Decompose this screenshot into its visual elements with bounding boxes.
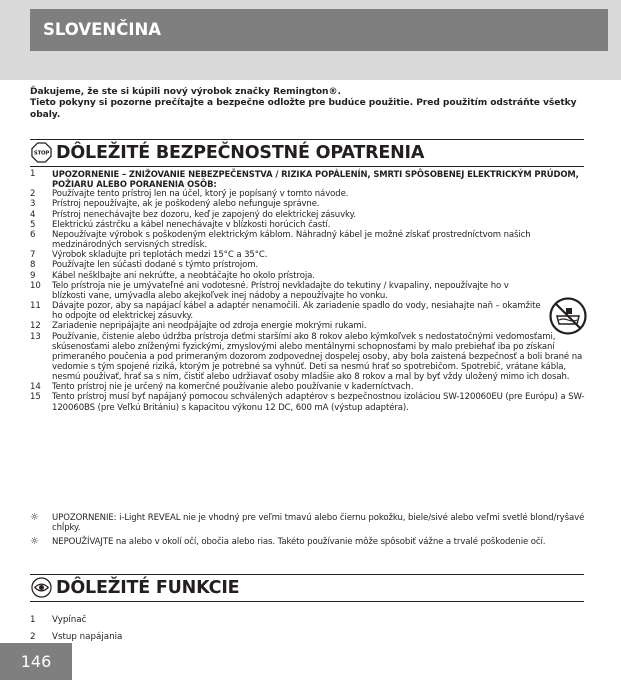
divider: [30, 139, 584, 140]
item-text: Tento prístroj musí byť napájaný pomocou schválených adaptérov s bezpečnostnou izoláciou SW-120060EU (pre Európu) a SW-120060BS (pre Veľkú Britániu) s kapacitou výkonu 12 DC, 600 mA (výstup adaptéra).: [52, 392, 585, 413]
item-text: Používanie, čistenie alebo údržba prístroja deťmi staršími ako 8 rokov alebo kýmkoľvek s nedostatočnými vedomosťami, skúsenosťami alebo zníženými fyzickými, zmyslovými alebo mentálnymi schopnosťami by malo prebiehať iba po získaní primeraného poučenia a pod primeraným dozorom zodpovednej dospelej osoby, aby bola zaistená bezpečnosť a boli brané na vedomie s tým spojené riziká, ktorým je potrebné sa vyhnúť. Deti sa nesmú hrať so spotrebičom. Spotrebič, vrátane kábla, nesmú používať, hrať sa s ním, čistiť alebo udržiavať osoby mladšie ako 8 rokov a mal by byť vždy uložený mimo ich dosah.: [52, 331, 583, 383]
note-text: UPOZORNENIE: i-Light REVEAL nie je vhodný pre veľmi tmavú alebo čiernu pokožku, biele/sivé alebo veľmi svetlé blond/ryšavé chĺpky.: [52, 513, 585, 534]
sun-icon: ☼: [30, 536, 39, 547]
page-number: 146: [0, 643, 72, 680]
list-item: [30, 382, 590, 392]
list-item: [30, 612, 430, 629]
divider: [30, 574, 584, 575]
item-text: Elektrickú zástrčku a kábel nenechávajte v blízkosti horúcich častí.: [52, 219, 331, 230]
list-item: [30, 189, 590, 199]
note-eye-warning: [30, 537, 592, 547]
item-text: Používajte len súčasti dodané s týmto prístrojom.: [52, 260, 259, 271]
item-number: 13: [30, 331, 41, 342]
item-text: Vypínač: [52, 615, 87, 625]
eye-icon: [31, 577, 52, 598]
list-item: [30, 220, 590, 230]
item-text: Vstup napájania: [52, 632, 123, 642]
item-text: Nepoužívajte výrobok s poškodeným elektrickým káblom. Náhradný kábel je možné získať prostredníctvom našich medzinárodných servisných stredísk.: [52, 229, 531, 251]
divider: [30, 601, 584, 602]
note-text: NEPOUŽÍVAJTE na alebo v okolí očí, obočia alebo rias. Takéto používanie môže spôsobiť vážne a trvalé poškodenie očí.: [52, 537, 546, 547]
safety-title-text: DÔLEŽITÉ BEZPEČNOSTNÉ OPATRENIA: [56, 142, 425, 163]
sun-icon: ☼: [30, 512, 39, 523]
language-tab: SLOVENČINA: [30, 9, 608, 51]
list-item: [30, 392, 590, 412]
item-text: Tento prístroj nie je určený na komerčné používanie alebo používanie v kaderníctvach.: [52, 382, 414, 393]
no-water-icon: [548, 296, 588, 336]
item-text: Používajte tento prístroj len na účel, ktorý je popísaný v tomto návode.: [52, 189, 349, 200]
note-skin-warning: [30, 513, 592, 534]
item-text: UPOZORNENIE – ZNIŽOVANIE NEBEZPEČENSTVA / RIZIKA POPÁLENÍN, SMRTI SPÔSOBENEJ ELEKTRICKÝM PRÚDOM, POŽIARU ALEBO PORANENIA OSÔB:: [52, 169, 579, 190]
list-item: [30, 321, 590, 331]
item-text: Telo prístroja nie je umývateľné ani vodotesné. Prístroj nevkladajte do tekutiny / kvapaliny, nepoužívajte ho v blízkosti vane, umývadla alebo akejkoľvek inej nádoby a nepoužívajte ho vonku.: [52, 280, 509, 301]
item-number: 1: [30, 615, 36, 625]
item-number: 12: [30, 321, 41, 332]
list-item: [30, 210, 590, 220]
item-number: 1: [30, 169, 36, 179]
list-item: [30, 629, 430, 646]
item-number: 2: [30, 189, 36, 200]
intro-line-1: Ďakujeme, že ste si kúpili nový výrobok značky Remington®.: [30, 87, 341, 97]
intro-line-2: Tieto pokyny si pozorne prečítajte a bezpečne odložte pre budúce použitie. Pred použitím odstráňte všetky obaly.: [30, 98, 577, 120]
item-number: 2: [30, 632, 36, 642]
safety-section-title: [31, 142, 424, 163]
stop-icon-label: STOP: [33, 150, 50, 157]
list-item: [30, 332, 590, 383]
list-item: [30, 301, 590, 321]
list-item: [30, 281, 590, 301]
list-item: [30, 230, 590, 250]
item-number: 3: [30, 199, 36, 210]
list-item: [30, 271, 590, 281]
features-section-title: [31, 577, 239, 598]
item-number: 9: [30, 270, 36, 281]
item-text: Výrobok skladujte pri teplotách medzi 15°C a 35°C.: [52, 250, 268, 261]
item-number: 15: [30, 392, 41, 403]
item-number: 7: [30, 250, 36, 261]
list-item: [30, 199, 590, 209]
item-text: Dávajte pozor, aby sa napájací kábel a adaptér nenamočili. Ak zariadenie spadlo do vody, nesiahajte naň – okamžite ho odpojte od elektrickej zásuvky.: [52, 301, 541, 322]
list-item: [30, 250, 590, 260]
item-text: Prístroj nepoužívajte, ak je poškodený alebo nefunguje správne.: [52, 199, 320, 210]
item-number: 10: [30, 280, 41, 291]
safety-list: [30, 169, 590, 413]
item-text: Zariadenie nepripájajte ani neodpájajte od zdroja energie mokrými rukami.: [52, 321, 367, 332]
item-number: 4: [30, 209, 36, 220]
item-text: Kábel nešklbajte ani nekrúťte, a neobtáčajte ho okolo prístroja.: [52, 270, 315, 281]
features-list: [30, 612, 430, 646]
list-item: [30, 169, 590, 189]
item-number: 11: [30, 301, 41, 312]
item-text: Prístroj nenechávajte bez dozoru, keď je zapojený do elektrickej zásuvky.: [52, 209, 356, 220]
stop-icon: [31, 142, 52, 163]
intro-text: [30, 87, 592, 121]
divider: [30, 166, 584, 167]
item-number: 6: [30, 229, 36, 240]
features-title-text: DÔLEŽITÉ FUNKCIE: [56, 577, 240, 598]
list-item: [30, 260, 590, 270]
item-number: 8: [30, 260, 36, 271]
item-number: 14: [30, 382, 41, 393]
item-number: 5: [30, 219, 36, 230]
